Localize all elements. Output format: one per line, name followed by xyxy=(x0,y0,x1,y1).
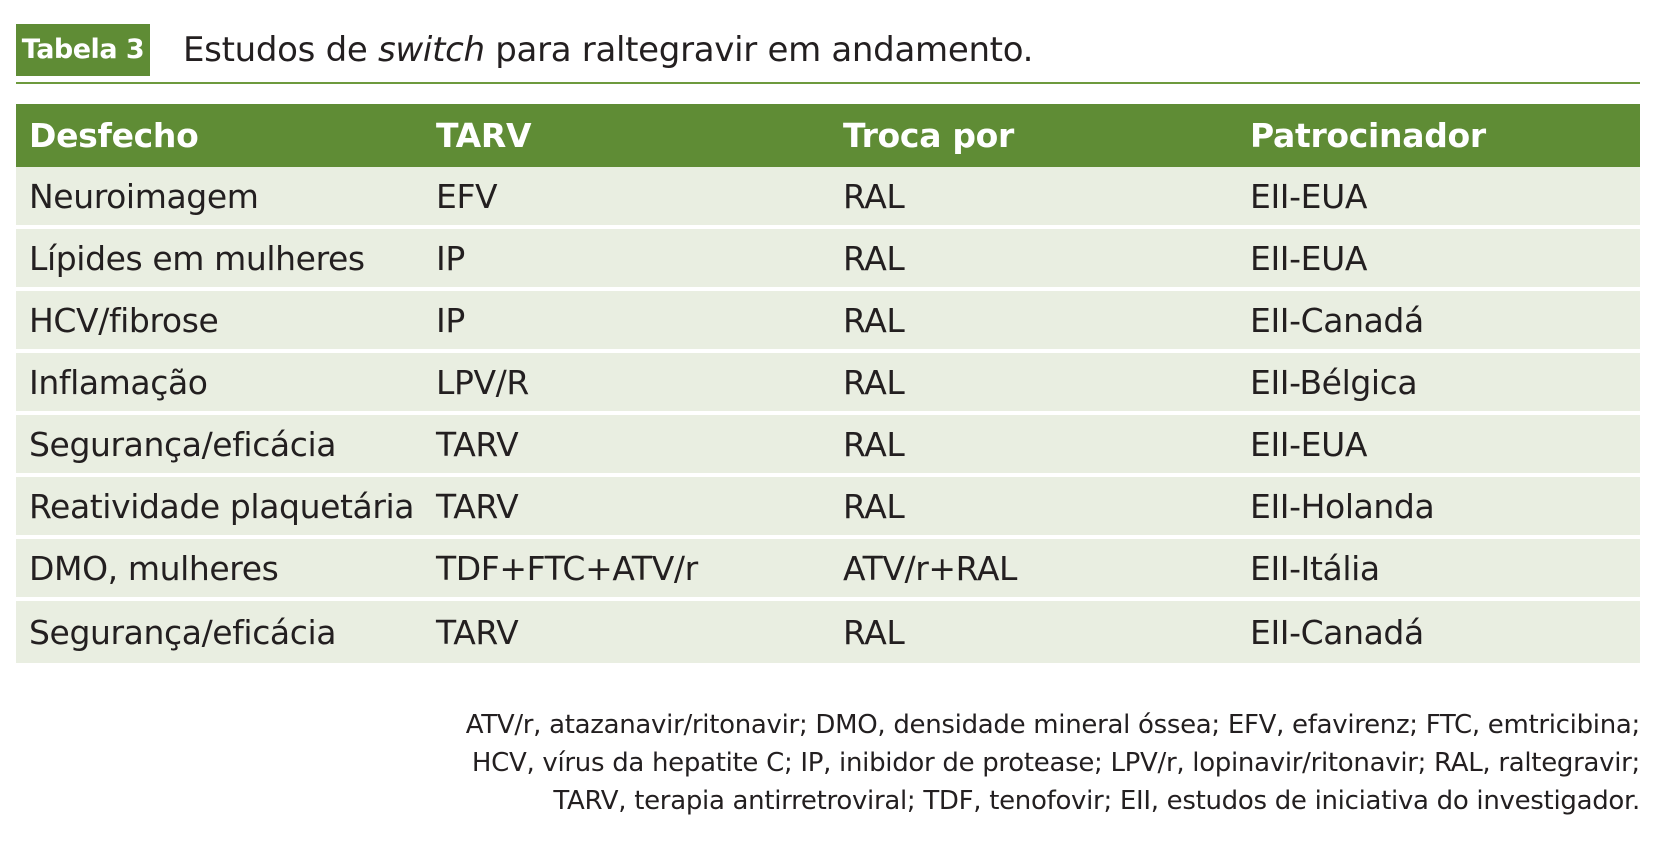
cell-patrocinador: EII-Bélgica xyxy=(1237,353,1640,415)
cell-troca-por: RAL xyxy=(830,477,1237,539)
table-title-start: Estudos de xyxy=(183,30,378,70)
cell-tarv: TDF+FTC+ATV/r xyxy=(423,539,830,601)
footnote-line: TARV, terapia antirretroviral; TDF, tenofovir; EII, estudos de iniciativa do investigador. xyxy=(553,786,1640,816)
cell-tarv: EFV xyxy=(423,167,830,229)
cell-patrocinador: EII-EUA xyxy=(1237,229,1640,291)
cell-patrocinador: EII-Canadá xyxy=(1237,601,1640,663)
cell-tarv: IP xyxy=(423,291,830,353)
studies-table xyxy=(16,104,1640,663)
cell-desfecho: Neuroimagem xyxy=(16,167,423,229)
footnote-line: HCV, vírus da hepatite C; IP, inibidor de protease; LPV/r, lopinavir/ritonavir; RAL, raltegravir; xyxy=(471,748,1640,778)
cell-desfecho: Segurança/eficácia xyxy=(16,601,423,663)
table-row xyxy=(16,229,1640,291)
table-row xyxy=(16,539,1640,601)
cell-desfecho: Reatividade plaquetária xyxy=(16,477,423,539)
cell-patrocinador: EII-Holanda xyxy=(1237,477,1640,539)
cell-tarv: TARV xyxy=(423,477,830,539)
cell-troca-por: RAL xyxy=(830,229,1237,291)
footnote-line: ATV/r, atazanavir/ritonavir; DMO, densidade mineral óssea; EFV, efavirenz; FTC, emtricibina; xyxy=(465,710,1640,740)
table-row xyxy=(16,601,1640,663)
cell-troca-por: RAL xyxy=(830,353,1237,415)
table-title-italic: switch xyxy=(378,30,485,70)
cell-tarv: TARV xyxy=(423,601,830,663)
table-title-end: para raltegravir em andamento. xyxy=(484,30,1034,70)
table-row xyxy=(16,477,1640,539)
table-caption xyxy=(16,24,1640,84)
table-row xyxy=(16,415,1640,477)
table-row xyxy=(16,167,1640,229)
cell-troca-por: ATV/r+RAL xyxy=(830,539,1237,601)
table-header-row xyxy=(16,104,1640,167)
cell-desfecho: Lípides em mulheres xyxy=(16,229,423,291)
table-row xyxy=(16,291,1640,353)
header-patrocinador: Patrocinador xyxy=(1237,104,1640,167)
cell-patrocinador: EII-EUA xyxy=(1237,167,1640,229)
cell-troca-por: RAL xyxy=(830,415,1237,477)
cell-patrocinador: EII-Itália xyxy=(1237,539,1640,601)
header-troca-por: Troca por xyxy=(830,104,1237,167)
cell-desfecho: Inflamação xyxy=(16,353,423,415)
cell-troca-por: RAL xyxy=(830,601,1237,663)
cell-patrocinador: EII-Canadá xyxy=(1237,291,1640,353)
table-row xyxy=(16,353,1640,415)
table-number-badge: Tabela 3 xyxy=(16,24,150,76)
cell-desfecho: DMO, mulheres xyxy=(16,539,423,601)
cell-desfecho: HCV/fibrose xyxy=(16,291,423,353)
table-footnote xyxy=(340,706,1640,820)
cell-tarv: TARV xyxy=(423,415,830,477)
table-title xyxy=(183,24,1033,76)
cell-tarv: IP xyxy=(423,229,830,291)
cell-patrocinador: EII-EUA xyxy=(1237,415,1640,477)
cell-desfecho: Segurança/eficácia xyxy=(16,415,423,477)
header-tarv: TARV xyxy=(423,104,830,167)
cell-troca-por: RAL xyxy=(830,167,1237,229)
cell-tarv: LPV/R xyxy=(423,353,830,415)
cell-troca-por: RAL xyxy=(830,291,1237,353)
header-desfecho: Desfecho xyxy=(16,104,423,167)
